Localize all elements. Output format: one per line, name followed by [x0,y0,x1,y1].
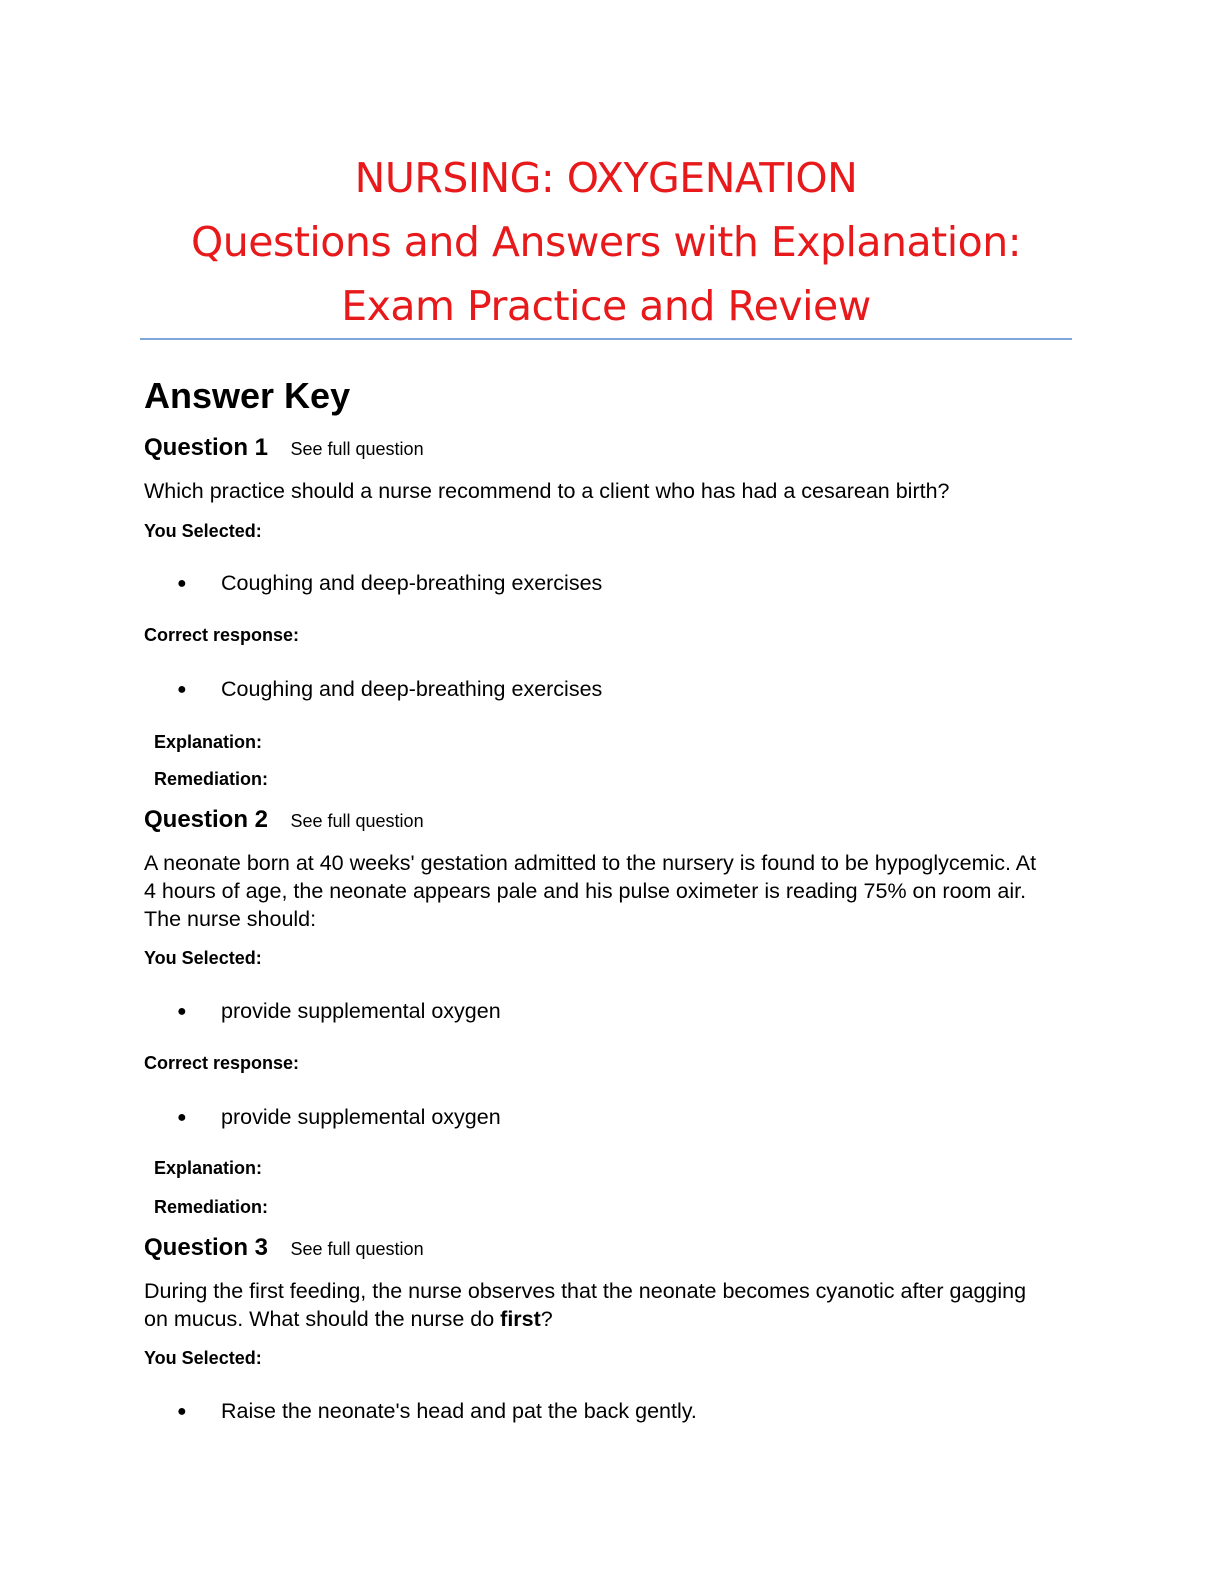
bullet-icon: ● [177,575,187,592]
question-2-correct-response-label: Correct response: [144,1053,300,1073]
question-2-correct-answer: provide supplemental oxygen [221,1105,501,1129]
bullet-icon: ● [177,1003,187,1020]
question-2-title: Question 2 [144,806,269,833]
question-3-selected-item [177,1397,697,1426]
bullet-icon: ● [177,681,187,698]
question-3-text-emphasis: first [500,1307,541,1331]
question-1-correct-answer: Coughing and deep-breathing exercises [221,677,603,701]
question-1-explanation-label: Explanation: [154,732,263,752]
question-3-see-full-link[interactable]: See full question [290,1239,424,1259]
question-1-selected-item [177,569,602,598]
question-1-header [144,433,424,466]
title-divider [140,338,1072,340]
question-1-text: Which practice should a nurse recommend to a client who has had a cesarean birth? [144,479,950,503]
question-2-remediation-label: Remediation: [154,1197,269,1217]
title-line-3: Exam Practice and Review [341,282,871,330]
title-line-1: NURSING: OXYGENATION [354,154,858,202]
question-1-see-full-link[interactable]: See full question [290,439,424,459]
question-2-correct-item [177,1103,501,1132]
question-2-header [144,805,424,838]
question-3-text-end: ? [540,1307,553,1331]
title-line-2: Questions and Answers with Explanation: [190,218,1022,266]
question-1-title: Question 1 [144,434,269,461]
question-1-correct-item [177,675,602,704]
question-2-selected-answer: provide supplemental oxygen [221,999,501,1023]
question-3-header [144,1233,424,1266]
question-3-title: Question 3 [144,1234,269,1261]
question-3-text-main: During the first feeding, the nurse observes that the neonate becomes cyanotic after gagging on mucus. What should the nurse do [144,1279,1027,1331]
question-3-you-selected-label: You Selected: [144,1348,262,1368]
question-3-selected-answer: Raise the neonate's head and pat the back gently. [221,1399,697,1423]
answer-key-heading: Answer Key [144,375,351,416]
question-2-text: A neonate born at 40 weeks' gestation admitted to the nursery is found to be hypoglycemic. At 4 hours of age, the neonate appears pale and his pulse oximeter is reading 75% on room air. The nurse should: [144,851,1037,931]
question-1-correct-response-label: Correct response: [144,625,300,645]
question-1-selected-answer: Coughing and deep-breathing exercises [221,571,603,595]
bullet-icon: ● [177,1403,187,1420]
bullet-icon: ● [177,1109,187,1126]
question-2-you-selected-label: You Selected: [144,948,262,968]
question-3-text [144,1277,1044,1333]
question-2-see-full-link[interactable]: See full question [290,811,424,831]
question-1-remediation-label: Remediation: [154,769,269,789]
question-2-explanation-label: Explanation: [154,1158,263,1178]
question-1-you-selected-label: You Selected: [144,521,262,541]
document-title [140,146,1072,338]
question-2-selected-item [177,997,501,1026]
